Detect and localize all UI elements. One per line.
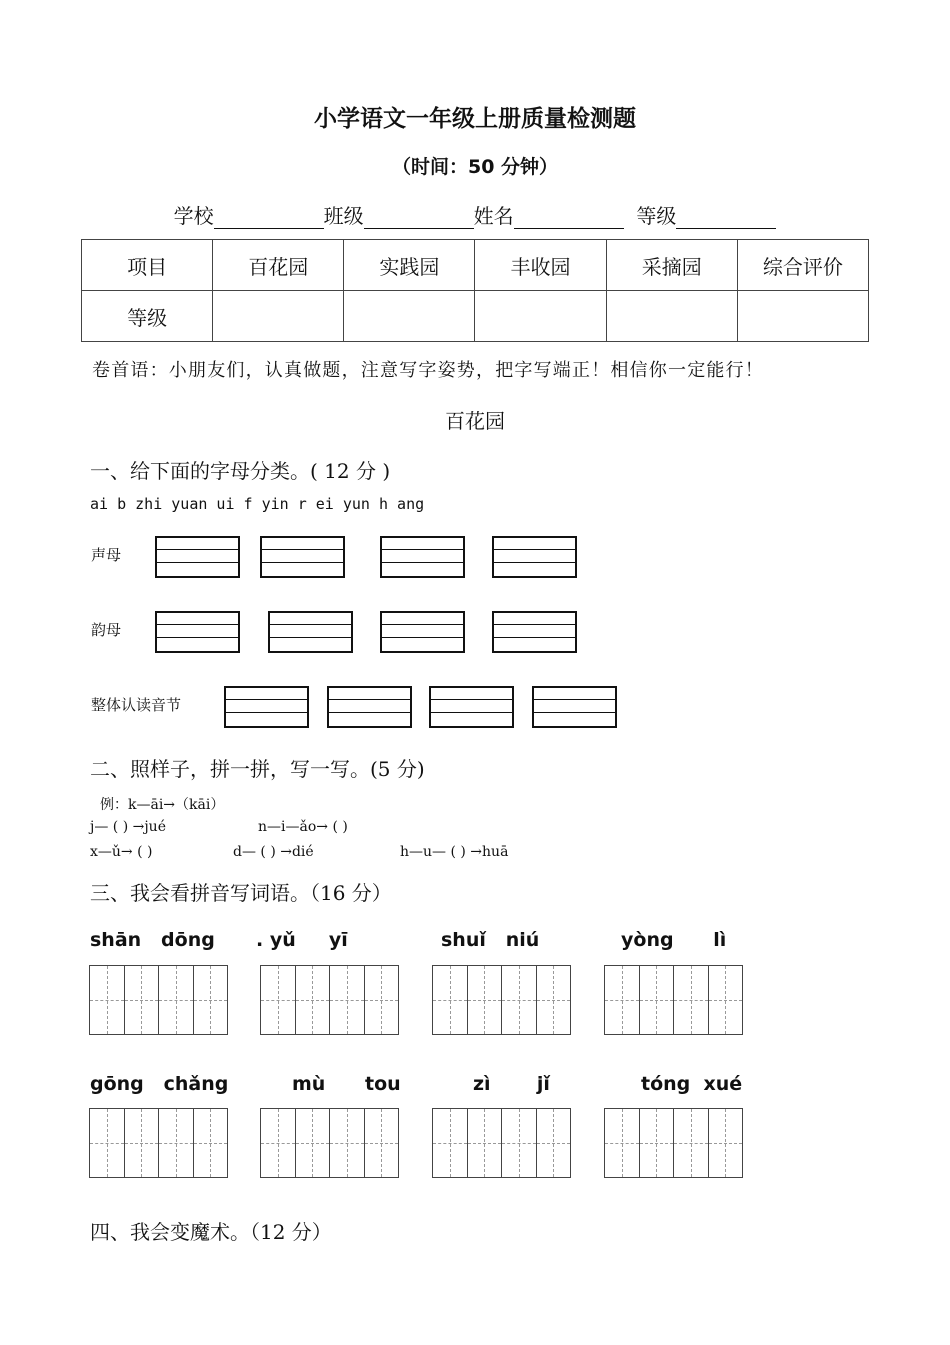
page-title: 小学语文一年级上册质量检测题 xyxy=(314,106,636,132)
pinyin-exercise: j— ( ) →jué xyxy=(90,819,166,835)
writing-grid[interactable] xyxy=(89,1108,228,1178)
pinyin-word: zì jǐ xyxy=(473,1073,550,1095)
time-limit: （时间：50 分钟） xyxy=(391,156,559,178)
grade-cell[interactable] xyxy=(737,291,868,342)
example-text: 例：k—āi→（kāi） xyxy=(100,797,225,813)
grade-table-header: 采摘园 xyxy=(606,240,737,291)
writing-grid[interactable] xyxy=(260,1108,399,1178)
student-info-line xyxy=(0,200,950,229)
four-line-box[interactable] xyxy=(492,611,577,653)
four-line-box[interactable] xyxy=(380,536,465,578)
grade-label: 等级 xyxy=(636,204,677,228)
four-line-box[interactable] xyxy=(155,611,240,653)
grade-table-header: 丰收园 xyxy=(475,240,606,291)
grade-table-header: 综合评价 xyxy=(737,240,868,291)
pinyin-word: shuǐ niú xyxy=(441,929,540,951)
four-line-box[interactable] xyxy=(224,686,309,728)
initials-label: 声母 xyxy=(91,546,122,564)
grade-table-row xyxy=(82,291,869,342)
finals-label: 韵母 xyxy=(91,621,122,639)
grade-cell[interactable] xyxy=(344,291,475,342)
school-blank[interactable] xyxy=(214,208,324,229)
writing-grid[interactable] xyxy=(260,965,399,1035)
writing-grid[interactable] xyxy=(432,1108,571,1178)
class-blank[interactable] xyxy=(364,208,474,229)
section-title: 百花园 xyxy=(445,409,505,433)
pinyin-exercise: h—u— ( ) →huā xyxy=(400,844,509,860)
four-line-box[interactable] xyxy=(268,611,353,653)
name-blank[interactable] xyxy=(514,208,624,229)
question-4-title: 四、我会变魔术。（12 分） xyxy=(90,1220,332,1244)
writing-grid[interactable] xyxy=(604,965,743,1035)
pinyin-word: yòng lì xyxy=(621,929,727,951)
name-label: 姓名 xyxy=(473,204,514,228)
writing-grid[interactable] xyxy=(89,965,228,1035)
motto-text: 卷首语：小朋友们，认真做题，注意写字姿势，把字写端正！相信你一定能行！ xyxy=(92,360,764,381)
pinyin-exercise: x—ǔ→ ( ) xyxy=(90,844,153,860)
grade-table-header-row xyxy=(82,240,869,291)
four-line-box[interactable] xyxy=(492,536,577,578)
pinyin-word: . yǔ yī xyxy=(256,929,348,951)
grade-table-header: 百花园 xyxy=(213,240,344,291)
four-line-box[interactable] xyxy=(429,686,514,728)
grade-table-header: 实践园 xyxy=(344,240,475,291)
writing-grid[interactable] xyxy=(604,1108,743,1178)
pinyin-word: gōng chǎng xyxy=(90,1073,229,1095)
question-3-title: 三、我会看拼音写词语。（16 分） xyxy=(90,881,392,905)
pinyin-exercise: n—i—ǎo→ ( ) xyxy=(258,819,348,835)
pinyin-exercise: d— ( ) →dié xyxy=(233,844,314,860)
question-1-title: 一、给下面的字母分类。( 12 分 ) xyxy=(90,459,391,483)
four-line-box[interactable] xyxy=(380,611,465,653)
question-2-title: 二、照样子，拼一拼，写一写。(5 分) xyxy=(90,757,425,781)
grade-row-label: 等级 xyxy=(82,291,213,342)
pinyin-word: mù tou xyxy=(292,1073,401,1095)
grade-blank[interactable] xyxy=(676,208,776,229)
class-label: 班级 xyxy=(323,204,364,228)
four-line-box[interactable] xyxy=(260,536,345,578)
four-line-box[interactable] xyxy=(155,536,240,578)
letters-list: ai b zhi yuan ui f yin r ei yun h ang xyxy=(90,495,425,513)
pinyin-word: shān dōng xyxy=(90,929,215,951)
four-line-box[interactable] xyxy=(327,686,412,728)
pinyin-word: tóng xué xyxy=(641,1073,743,1095)
grade-table xyxy=(81,239,869,342)
whole-syllable-label: 整体认读音节 xyxy=(91,696,182,714)
school-label: 学校 xyxy=(173,204,214,228)
grade-table-header: 项目 xyxy=(82,240,213,291)
four-line-box[interactable] xyxy=(532,686,617,728)
grade-cell[interactable] xyxy=(213,291,344,342)
writing-grid[interactable] xyxy=(432,965,571,1035)
grade-cell[interactable] xyxy=(606,291,737,342)
grade-cell[interactable] xyxy=(475,291,606,342)
